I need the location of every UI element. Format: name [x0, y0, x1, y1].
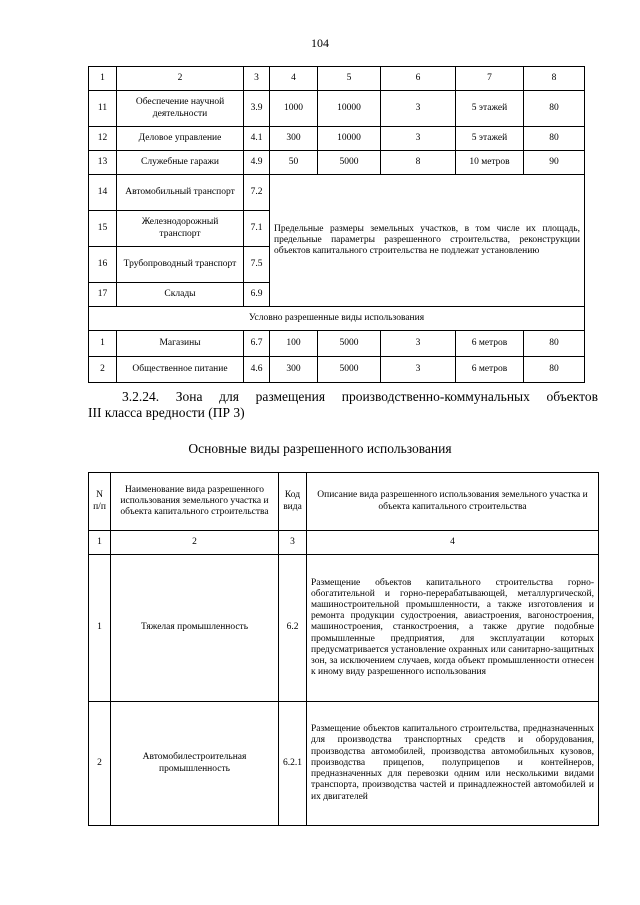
table-row: [89, 127, 585, 151]
table-cell: 5000: [318, 357, 381, 383]
table-cell: 11: [89, 91, 117, 127]
table-cell: 6: [381, 67, 456, 91]
table-cell: 6.2: [279, 555, 307, 702]
table-row: [89, 331, 585, 357]
table-cell: 1: [89, 67, 117, 91]
table-cell: 6.9: [244, 283, 270, 307]
permitted-uses-table: [88, 472, 599, 826]
table-cell: 13: [89, 151, 117, 175]
table-cell: 7.2: [244, 175, 270, 211]
table-cell: 2: [117, 67, 244, 91]
table-cell: 4.1: [244, 127, 270, 151]
table-cell: Общественное питание: [117, 357, 244, 383]
table-cell: 4: [270, 67, 318, 91]
table-cell: 4.9: [244, 151, 270, 175]
table-cell: 3: [381, 357, 456, 383]
table-cell: Склады: [117, 283, 244, 307]
table-cell: 7: [456, 67, 524, 91]
table-cell: Служебные гаражи: [117, 151, 244, 175]
section-heading-line: III класса вредности (ПР 3): [88, 405, 245, 421]
table-row: [89, 175, 585, 211]
table-cell: 12: [89, 127, 117, 151]
table-cell: 6 метров: [456, 357, 524, 383]
table-cell: 3: [279, 531, 307, 555]
table-cell: Наименование вида разрешенного использования земельного участка и объекта капитального строительства: [111, 473, 279, 531]
table-cell: 5 этажей: [456, 127, 524, 151]
table-numbering-row: [89, 531, 599, 555]
section-heading: [88, 389, 598, 421]
table-cell: 100: [270, 331, 318, 357]
table-cell: 1: [89, 531, 111, 555]
table-cell: 1: [89, 555, 111, 702]
table-header-row: [89, 473, 599, 531]
table-cell: N п/п: [89, 473, 111, 531]
table-row: [89, 555, 599, 702]
subheading: Основные виды разрешенного использования: [188, 441, 452, 456]
table-cell: 14: [89, 175, 117, 211]
table-header-row: [89, 67, 585, 91]
table-cell: 3: [381, 331, 456, 357]
merged-note-cell: Предельные размеры земельных участков, в том числе их площадь, предельные параметры разрешенного строительства, реконструкции объектов капитального строительства не подлежат установлению: [270, 175, 585, 307]
table-cell: 1: [89, 331, 117, 357]
table-cell: 10000: [318, 127, 381, 151]
table-cell: Автомобилестроительная промышленность: [111, 702, 279, 826]
table-cell: Магазины: [117, 331, 244, 357]
table-cell: Деловое управление: [117, 127, 244, 151]
table-cell: 8: [524, 67, 585, 91]
table-cell: 5: [318, 67, 381, 91]
table-cell: Описание вида разрешенного использования земельного участка и объекта капитального строительства: [307, 473, 599, 531]
table-cell: 15: [89, 211, 117, 247]
table-cell: Тяжелая промышленность: [111, 555, 279, 702]
table-cell: 5 этажей: [456, 91, 524, 127]
table-cell: 2: [89, 702, 111, 826]
table-cell: 10000: [318, 91, 381, 127]
table-row: [89, 357, 585, 383]
table-cell: 80: [524, 127, 585, 151]
description-cell: Размещение объектов капитального строительства, предназначенных для производства транспортных средств и оборудования, производства автомобилей, производства автомобильных кузовов, производства прицепов, полуприцепов и контейнеров, предназначенных для перевозки одним или несколькими видами транспорта, производства частей и принадлежностей автомобилей и их двигателей: [307, 702, 599, 826]
table-cell: 17: [89, 283, 117, 307]
table-cell: 80: [524, 331, 585, 357]
table-cell: 6.2.1: [279, 702, 307, 826]
table-cell: 3: [244, 67, 270, 91]
table-cell: 7.5: [244, 247, 270, 283]
description-cell: Размещение объектов капитального строительства горно-обогатительной и горно-перерабатывающей, металлургической, машиностроительной промышленности, а также изготовления и ремонта продукции судостроения, авиастроения, вагоностроения, машиностроения, станкостроения, а также другие подобные промышленные предприятия, для эксплуатации которых предусматривается установление охранных или санитарно-защитных зон, за исключением случаев, когда объект промышленности отнесен к иному виду разрешенного использования: [307, 555, 599, 702]
table-cell: 80: [524, 91, 585, 127]
table-cell: Обеспечение научной деятельности: [117, 91, 244, 127]
table-cell: 3: [381, 127, 456, 151]
table-cell: 300: [270, 357, 318, 383]
table-cell: 6.7: [244, 331, 270, 357]
zone-parameters-table: [88, 66, 585, 383]
conditional-uses-title: Условно разрешенные виды использования: [89, 307, 585, 331]
table-cell: Железнодорожный транспорт: [117, 211, 244, 247]
table-cell: 2: [111, 531, 279, 555]
table-cell: 6 метров: [456, 331, 524, 357]
table-cell: 90: [524, 151, 585, 175]
table-cell: 3: [381, 91, 456, 127]
table-cell: 8: [381, 151, 456, 175]
table-row: [89, 702, 599, 826]
table-cell: Трубопроводный транспорт: [117, 247, 244, 283]
table-cell: Автомобильный транспорт: [117, 175, 244, 211]
table-cell: Код вида: [279, 473, 307, 531]
table-cell: 50: [270, 151, 318, 175]
table-cell: 1000: [270, 91, 318, 127]
table-cell: 2: [89, 357, 117, 383]
table-row: [89, 151, 585, 175]
table-cell: 10 метров: [456, 151, 524, 175]
table-cell: 7.1: [244, 211, 270, 247]
table-section-row: [89, 307, 585, 331]
table-cell: 300: [270, 127, 318, 151]
table-cell: 80: [524, 357, 585, 383]
table-cell: 3.9: [244, 91, 270, 127]
table-cell: 4.6: [244, 357, 270, 383]
table-cell: 5000: [318, 331, 381, 357]
table-cell: 5000: [318, 151, 381, 175]
section-heading-line: 3.2.24. Зона для размещения производственно-коммунальных объектов: [122, 389, 598, 404]
table-cell: 4: [307, 531, 599, 555]
table-row: [89, 91, 585, 127]
page-number: 104: [311, 36, 329, 50]
table-cell: 16: [89, 247, 117, 283]
